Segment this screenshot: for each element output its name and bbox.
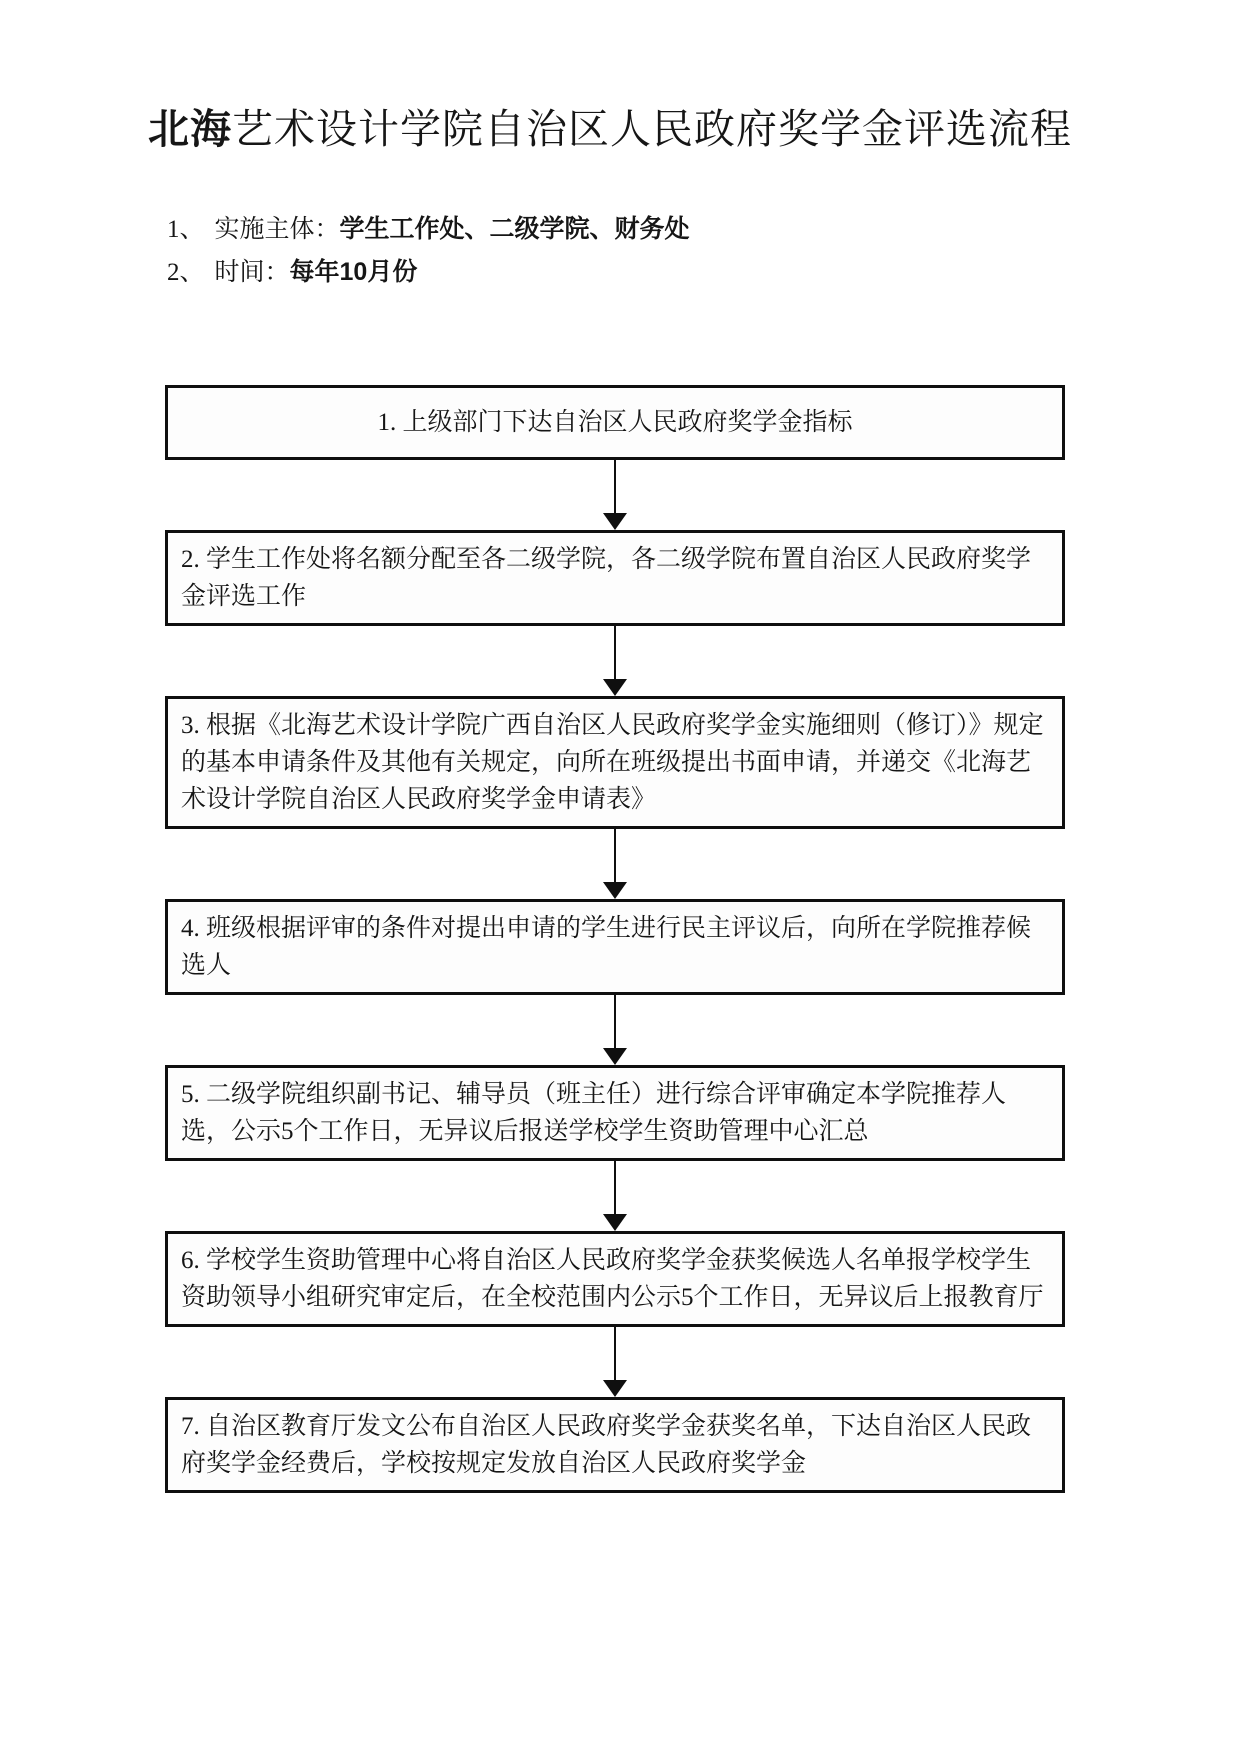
arrow-shaft bbox=[614, 1327, 616, 1380]
arrow-shaft bbox=[614, 626, 616, 679]
arrow-shaft bbox=[614, 829, 616, 882]
note-number: 1、 bbox=[167, 216, 205, 244]
flow-step-7: 7. 自治区教育厅发文公布自治区人民政府奖学金获奖名单，下达自治区人民政府奖学金经费后，学校按规定发放自治区人民政府奖学金 bbox=[165, 1397, 1065, 1493]
down-arrow-connector bbox=[603, 995, 627, 1065]
down-arrow-connector bbox=[603, 626, 627, 696]
down-arrow-connector bbox=[603, 1161, 627, 1231]
note-value: 学生工作处、二级学院、财务处 bbox=[339, 215, 690, 244]
flow-step-4: 4. 班级根据评审的条件对提出申请的学生进行民主评议后，向所在学院推荐候选人 bbox=[165, 899, 1065, 995]
note-label: 时间： bbox=[214, 259, 290, 287]
arrow-down-icon bbox=[603, 1214, 627, 1231]
arrow-down-icon bbox=[603, 1380, 627, 1397]
note-item-2 bbox=[167, 252, 1240, 293]
flow-step-3: 3. 根据《北海艺术设计学院广西自治区人民政府奖学金实施细则（修订）》规定的基本申请条件及其他有关规定，向所在班级提出书面申请，并递交《北海艺术设计学院自治区人民政府奖学金申请表》 bbox=[165, 696, 1065, 829]
title-emphasis: 北海 bbox=[148, 105, 232, 153]
note-item-1 bbox=[167, 209, 1240, 250]
arrow-down-icon bbox=[603, 513, 627, 530]
notes-list bbox=[167, 209, 1240, 293]
arrow-shaft bbox=[614, 460, 616, 513]
down-arrow-connector bbox=[603, 829, 627, 899]
arrow-shaft bbox=[614, 995, 616, 1048]
flow-step-5: 5. 二级学院组织副书记、辅导员（班主任）进行综合评审确定本学院推荐人选，公示5个工作日，无异议后报送学校学生资助管理中心汇总 bbox=[165, 1065, 1065, 1161]
title-rest: 艺术设计学院自治区人民政府奖学金评选流程 bbox=[232, 105, 1072, 153]
flow-step-6: 6. 学校学生资助管理中心将自治区人民政府奖学金获奖候选人名单报学校学生资助领导小组研究审定后，在全校范围内公示5个工作日，无异议后上报教育厅 bbox=[165, 1231, 1065, 1327]
page-title bbox=[0, 0, 1240, 157]
arrow-down-icon bbox=[603, 679, 627, 696]
down-arrow-connector bbox=[603, 1327, 627, 1397]
flow-step-1: 1. 上级部门下达自治区人民政府奖学金指标 bbox=[165, 385, 1065, 460]
arrow-down-icon bbox=[603, 1048, 627, 1065]
note-label: 实施主体： bbox=[214, 216, 340, 244]
note-value: 每年10月份 bbox=[289, 258, 418, 287]
arrow-down-icon bbox=[603, 882, 627, 899]
note-number: 2、 bbox=[167, 259, 205, 287]
flow-step-2: 2. 学生工作处将名额分配至各二级学院，各二级学院布置自治区人民政府奖学金评选工作 bbox=[165, 530, 1065, 626]
arrow-shaft bbox=[614, 1161, 616, 1214]
flowchart bbox=[165, 385, 1065, 1493]
down-arrow-connector bbox=[603, 460, 627, 530]
